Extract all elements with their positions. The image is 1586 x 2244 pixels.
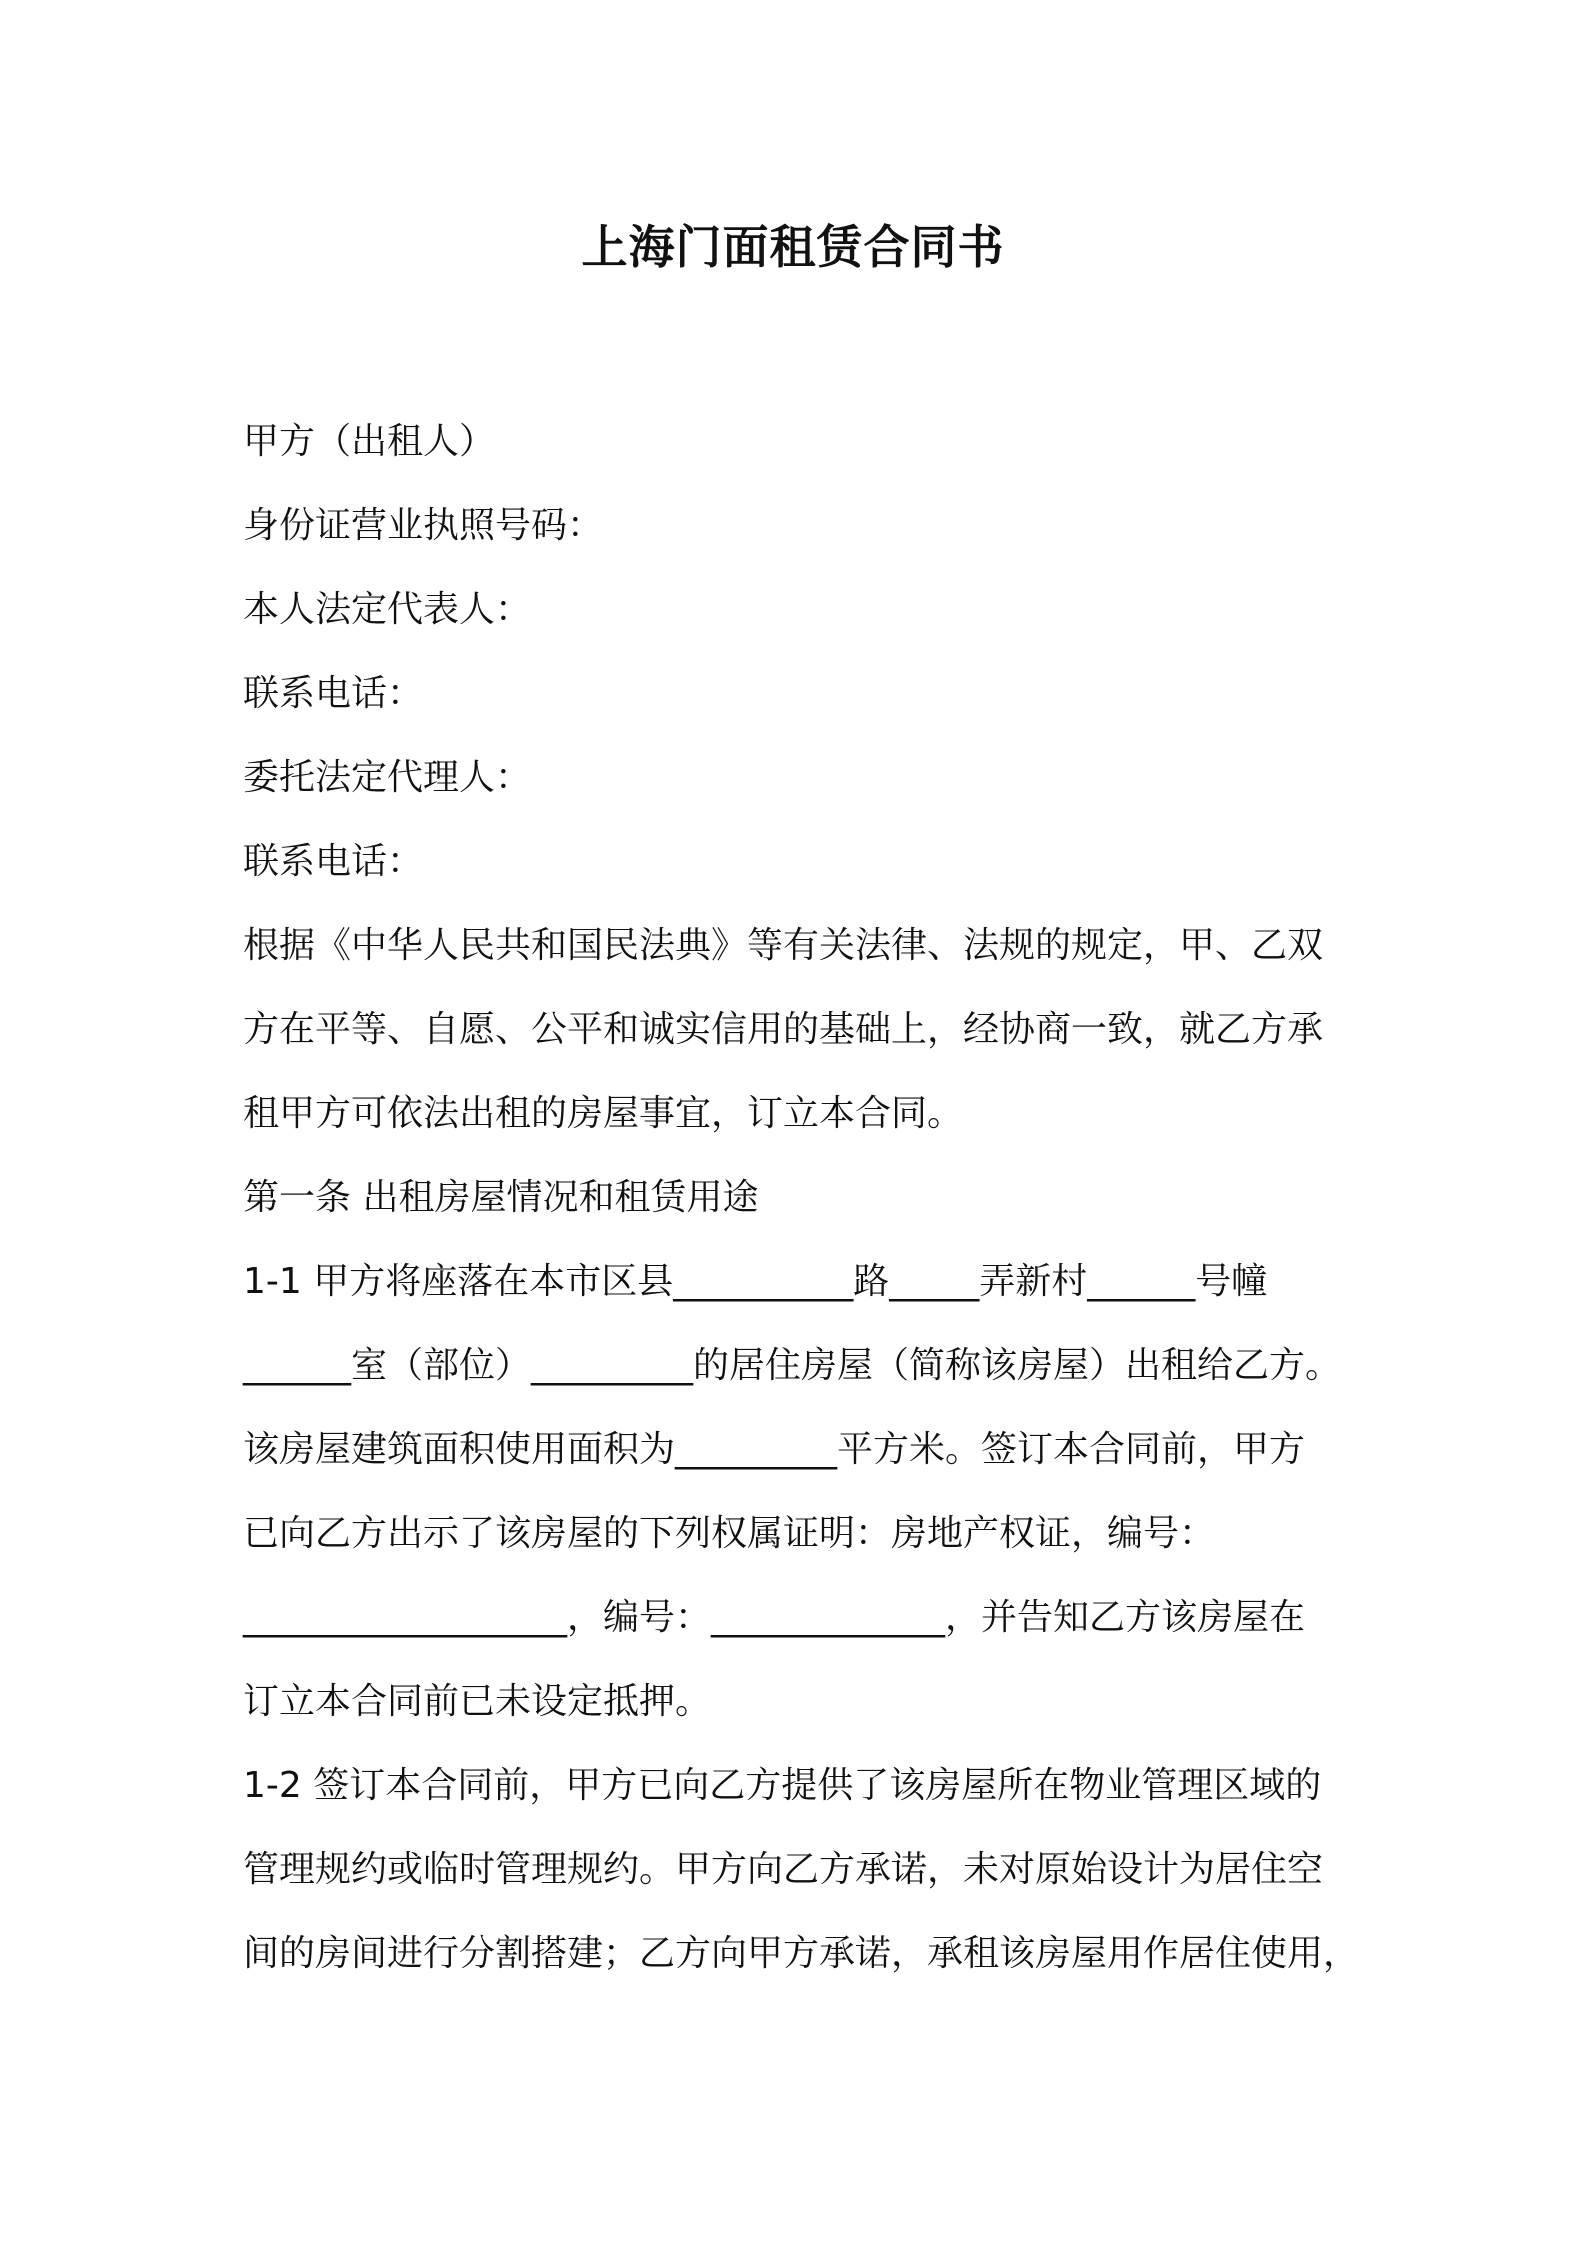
document-body [243, 400, 1363, 1996]
clause-1-2-line: 管理规约或临时管理规约。甲方向乙方承诺，未对原始设计为居住空 [243, 1849, 1324, 1890]
preamble-line: 根据《中华人民共和国民法典》等有关法律、法规的规定，甲、乙双 [243, 925, 1324, 966]
id-license-number-field: 身份证营业执照号码： [243, 505, 604, 546]
clause-1-1-line: 该房屋建筑面积使用面积为_________平方米。签订本合同前，甲方 [243, 1429, 1306, 1470]
clause-1-1-line: ______室（部位）_________的居住房屋（简称该房屋）出租给乙方。 [243, 1345, 1342, 1386]
phone-field: 联系电话： [243, 673, 424, 714]
preamble-line: 方在平等、自愿、公平和诚实信用的基础上，经协商一致，就乙方承 [243, 1009, 1324, 1050]
party-a-heading: 甲方（出租人） [243, 421, 496, 462]
clause-1-1-line: 1-1 甲方将座落在本市区县__________路_____弄新村______号幢 [243, 1261, 1268, 1302]
document-title: 上海门面租赁合同书 [581, 220, 1005, 274]
legal-representative-field: 本人法定代表人： [243, 589, 532, 630]
authorized-agent-field: 委托法定代理人： [243, 757, 532, 798]
clause-1-2-line: 1-2 签订本合同前，甲方已向乙方提供了该房屋所在物业管理区域的 [243, 1765, 1322, 1806]
article-one-heading: 第一条 出租房屋情况和租赁用途 [243, 1177, 759, 1218]
preamble-line: 租甲方可依法出租的房屋事宜，订立本合同。 [243, 1093, 964, 1134]
clause-1-1-line: __________________，编号：_____________，并告知乙方该房屋在 [243, 1597, 1306, 1638]
clause-1-2-line: 间的房间进行分割搭建；乙方向甲方承诺，承租该房屋用作居住使用， [243, 1933, 1360, 1974]
clause-1-1-line: 已向乙方出示了该房屋的下列权属证明：房地产权证，编号： [243, 1513, 1216, 1554]
agent-phone-field: 联系电话： [243, 841, 424, 882]
clause-1-1-line: 订立本合同前已未设定抵押。 [243, 1681, 712, 1722]
